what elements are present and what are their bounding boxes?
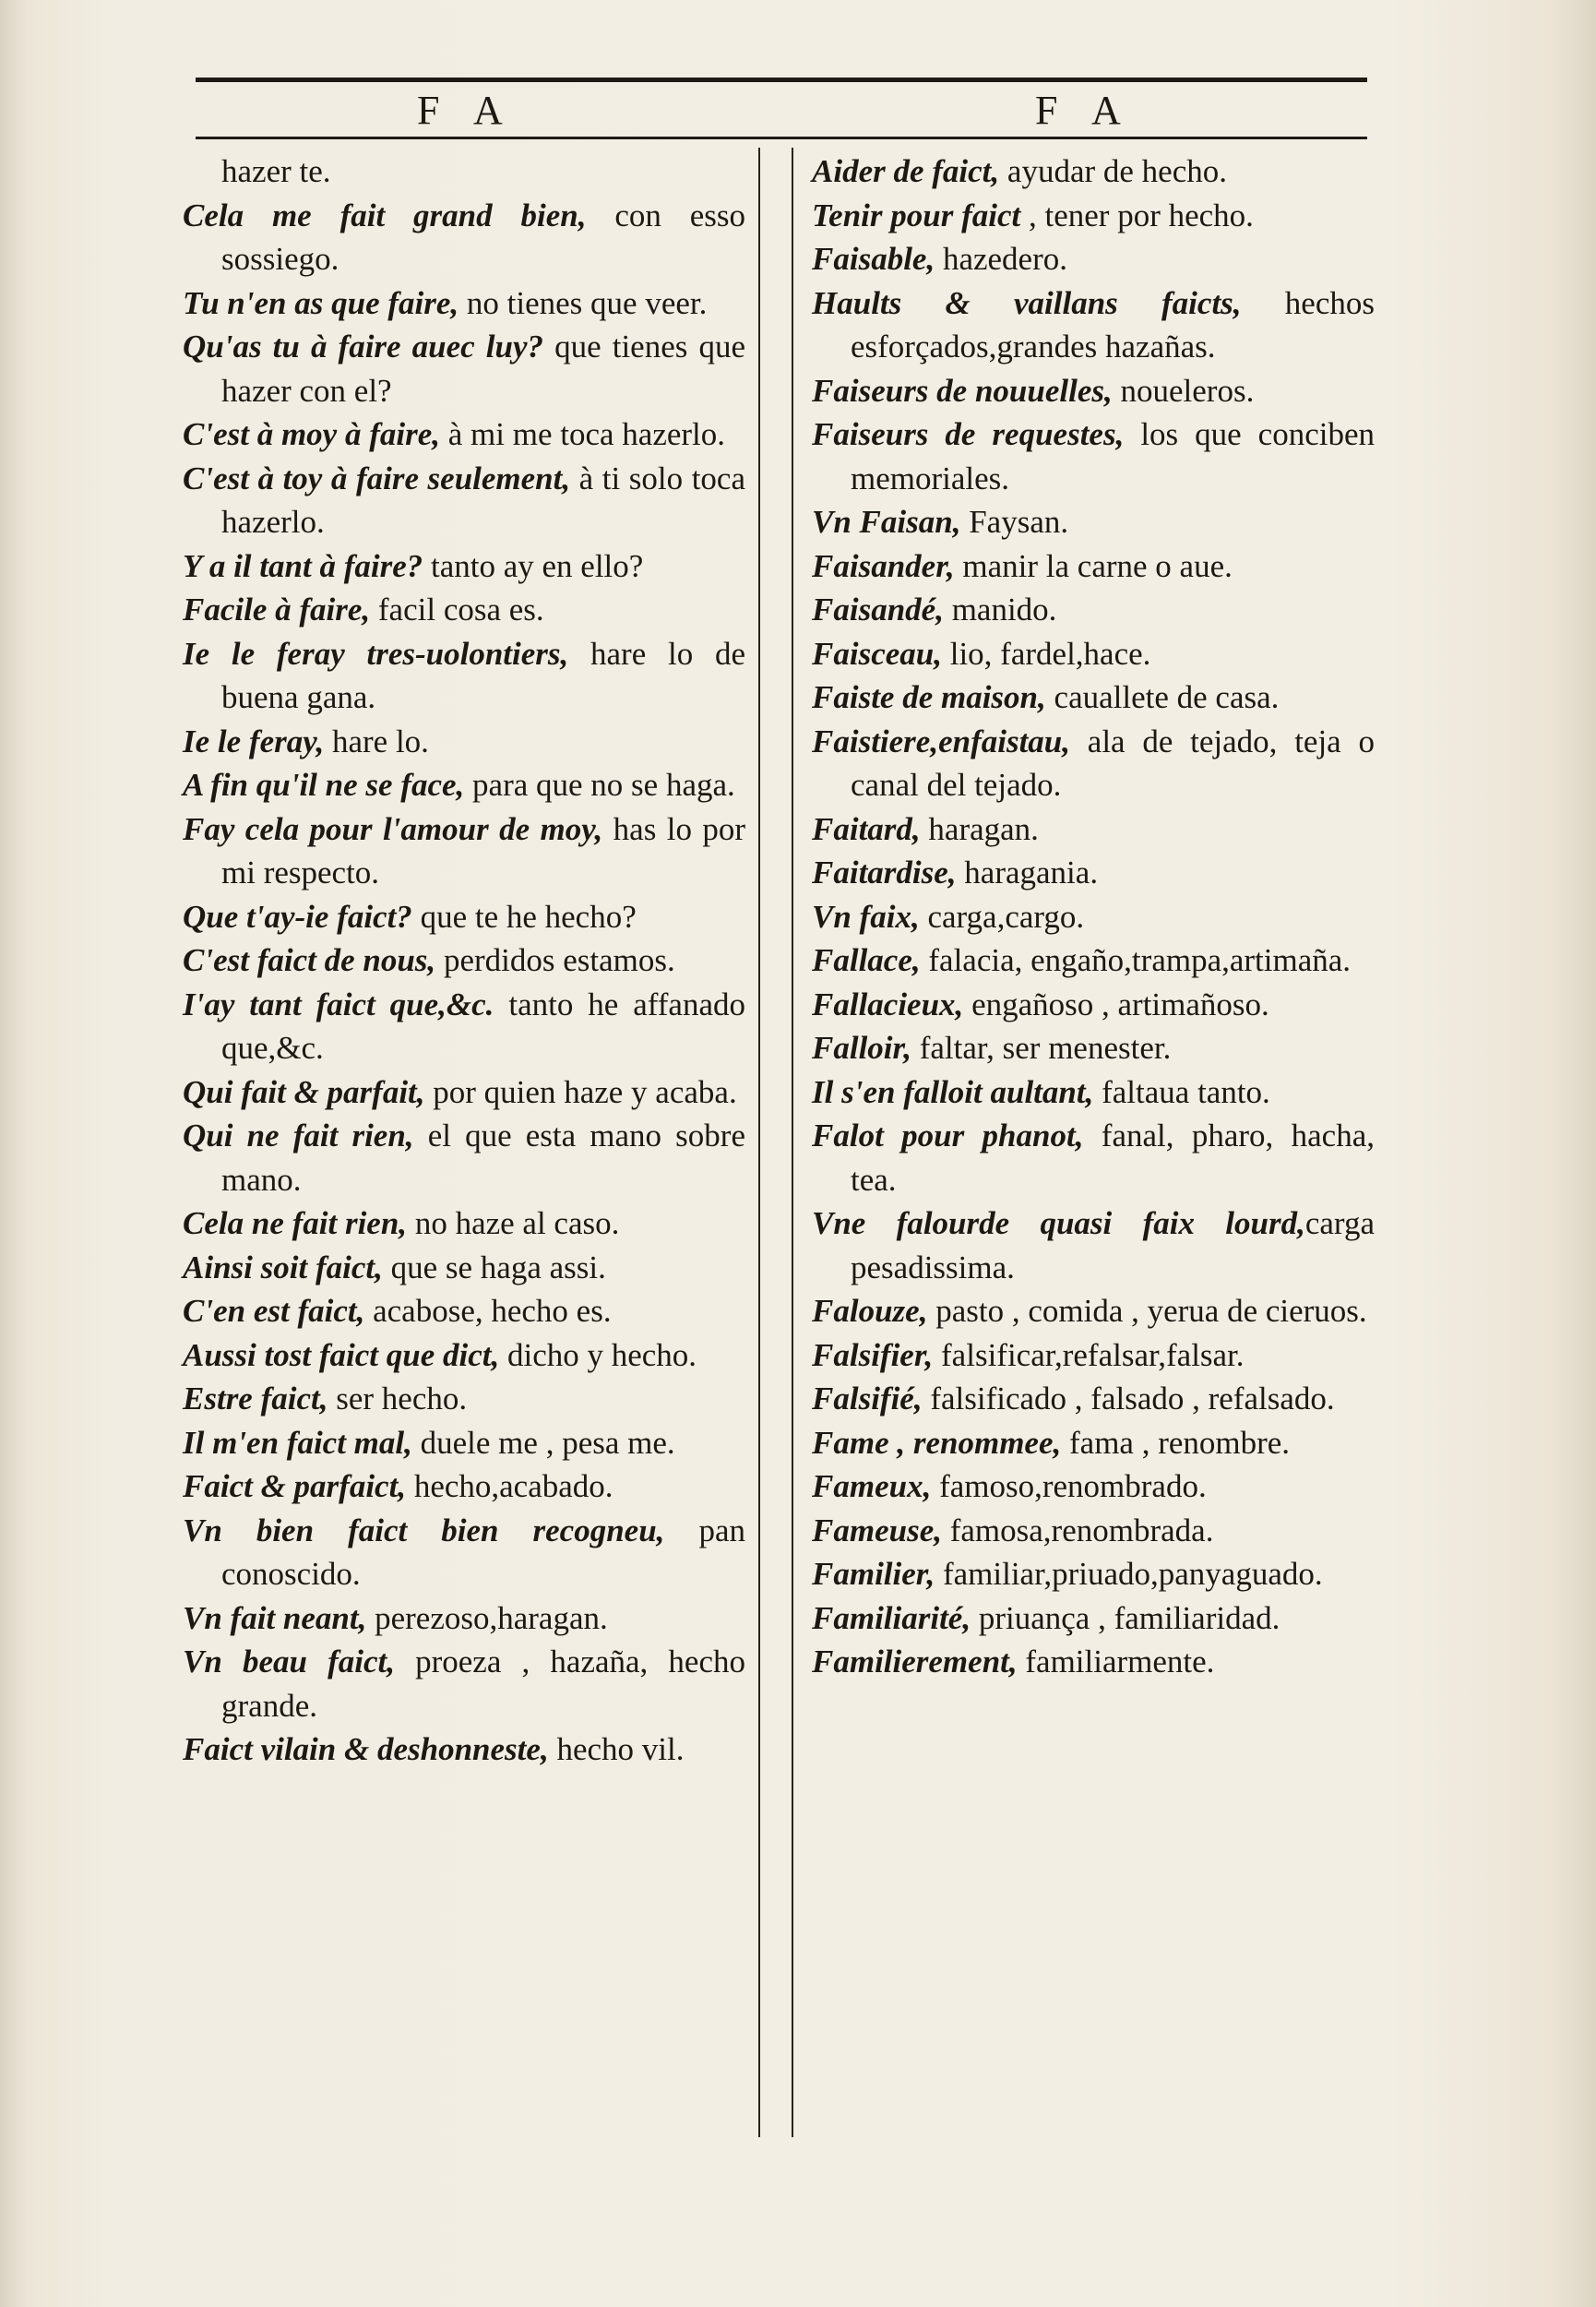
french-headword: Vn fait neant, (183, 1599, 367, 1636)
dictionary-entry (183, 1596, 745, 1641)
spanish-gloss: manir la carne o aue. (954, 547, 1233, 584)
spanish-gloss: acabose, hecho es. (364, 1293, 612, 1329)
spanish-gloss: Faysan. (960, 504, 1069, 540)
spanish-gloss: pasto , comida , yerua de cieruos. (927, 1293, 1367, 1329)
dictionary-entry (183, 1114, 745, 1201)
spanish-gloss: hecho,acabado. (406, 1468, 613, 1504)
french-headword: Faict vilain & deshonneste, (183, 1731, 549, 1767)
dictionary-entry (183, 457, 745, 544)
dictionary-entry (812, 807, 1375, 852)
french-headword: Falot pour phanot, (812, 1118, 1084, 1154)
spanish-gloss: faltar, ser menester. (911, 1030, 1172, 1066)
french-headword: Vn faix, (812, 898, 920, 935)
spanish-gloss: con esso sossiego. (221, 197, 745, 277)
french-headword: Falouze, (812, 1293, 928, 1329)
left-column (183, 149, 745, 1772)
french-headword: Faict & parfaict, (183, 1468, 407, 1504)
french-headword: Falsifié, (812, 1381, 923, 1416)
dictionary-entry (183, 720, 745, 764)
french-headword: Vn bien faict bien recogneu, (183, 1512, 665, 1548)
dictionary-entry (183, 1289, 745, 1333)
spanish-gloss: haragan. (920, 810, 1039, 847)
french-headword: Faiste de maison, (812, 679, 1046, 715)
french-headword: C'est faict de nous, (183, 942, 436, 978)
dictionary-entry (812, 1596, 1375, 1641)
spanish-gloss: ala de tejado, teja o canal del tejado. (851, 723, 1375, 803)
spanish-gloss: carga,cargo. (919, 898, 1085, 935)
french-headword: Aussi tost faict que dict, (183, 1336, 500, 1373)
spanish-gloss: el que esta mano sobre mano. (221, 1118, 745, 1198)
spanish-gloss: lio, fardel,hace. (941, 635, 1151, 672)
spanish-gloss: los que conciben memoriales. (851, 416, 1375, 496)
dictionary-entry (812, 1114, 1375, 1201)
french-headword: Ie le feray tres-uolontiers, (183, 635, 569, 672)
french-headword: Familierement, (812, 1644, 1018, 1679)
spanish-gloss: dicho y hecho. (499, 1336, 697, 1373)
spanish-gloss: familiar,priuado,panyaguado. (935, 1556, 1323, 1592)
spanish-gloss: , tener por hecho. (1020, 197, 1254, 233)
spanish-gloss: cauallete de casa. (1045, 679, 1280, 715)
dictionary-entry (812, 938, 1375, 983)
dictionary-entry (183, 281, 745, 326)
dictionary-entry (812, 412, 1375, 500)
dictionary-entry (812, 1421, 1375, 1465)
dictionary-entry (812, 983, 1375, 1027)
spanish-gloss: ser hecho. (328, 1381, 468, 1416)
french-headword: C'est à toy à faire seulement, (183, 460, 571, 496)
dictionary-entry (812, 194, 1375, 238)
french-headword: Fallacieux, (812, 986, 964, 1022)
spanish-gloss: que te he hecho? (411, 898, 637, 935)
french-headword: Tu n'en as que faire, (183, 284, 459, 321)
spanish-gloss: falacia, engaño,trampa,artimaña. (920, 942, 1352, 978)
dictionary-entry (812, 237, 1375, 281)
spanish-gloss: falsificado , falsado , refalsado. (922, 1381, 1335, 1416)
dictionary-entry (183, 194, 745, 281)
dictionary-entry (183, 983, 745, 1070)
spanish-gloss: à ti solo toca hazerlo. (221, 460, 745, 540)
spanish-gloss: perezoso,haragan. (366, 1599, 608, 1636)
spanish-gloss: no haze al caso. (407, 1205, 620, 1241)
column-divider (792, 148, 793, 2137)
french-headword: Vn beau faict, (183, 1644, 395, 1679)
french-headword: Fame , renommee, (812, 1424, 1062, 1461)
dictionary-entry (183, 588, 745, 632)
french-headword: Faitardise, (812, 855, 957, 891)
dictionary-entry (812, 1201, 1375, 1289)
dictionary-entry (183, 1333, 745, 1378)
french-headword: C'est à moy à faire, (183, 416, 440, 452)
spanish-gloss: carga pesadissima. (851, 1205, 1375, 1285)
spanish-gloss: ayudar de hecho. (999, 153, 1227, 189)
spanish-gloss: famoso,renombrado. (931, 1468, 1207, 1504)
spanish-gloss: duele me , pesa me. (411, 1424, 675, 1461)
dictionary-entry (183, 1640, 745, 1727)
spanish-gloss: hazer te. (221, 153, 331, 189)
spanish-gloss: hecho vil. (548, 1731, 685, 1767)
french-headword: C'en est faict, (183, 1293, 365, 1329)
french-headword: Faisander, (812, 547, 955, 584)
dictionary-entry (812, 544, 1375, 589)
french-headword: Facile à faire, (183, 592, 371, 628)
dictionary-entry (812, 1640, 1375, 1684)
spanish-gloss: priuança , familiaridad. (971, 1599, 1280, 1636)
french-headword: Tenir pour faict (812, 197, 1021, 233)
dictionary-entry (183, 544, 745, 589)
french-headword: Qui fait & parfait, (183, 1073, 425, 1110)
french-headword: I'ay tant faict que,&c. (183, 986, 494, 1022)
french-headword: Cela ne fait rien, (183, 1205, 408, 1241)
spanish-gloss: engañoso , artimañoso. (963, 986, 1269, 1022)
spanish-gloss: tanto he affanado que,&c. (221, 986, 745, 1066)
spanish-gloss: que tienes que hazer con el? (221, 329, 745, 409)
dictionary-entry (812, 1509, 1375, 1553)
french-headword: Fallace, (812, 942, 921, 978)
dictionary-entry (183, 1246, 745, 1290)
french-headword: Qu'as tu à faire auec luy? (183, 329, 544, 365)
spanish-gloss: hare lo. (324, 723, 429, 759)
spanish-gloss: hechos esforçados,grandes hazañas. (851, 284, 1375, 365)
header-rule-bottom (196, 137, 1367, 139)
french-headword: Familiarité, (812, 1599, 971, 1636)
spanish-gloss: hazedero. (935, 241, 1067, 277)
dictionary-entry (812, 1464, 1375, 1509)
french-headword: Estre faict, (183, 1381, 328, 1416)
spanish-gloss: tanto ay en ello? (423, 547, 644, 584)
running-head-left: F A (417, 88, 516, 133)
dictionary-entry (183, 938, 745, 983)
dictionary-entry (183, 412, 745, 457)
french-headword: Que t'ay-ie faict? (183, 898, 412, 935)
dictionary-entry (183, 895, 745, 939)
dictionary-entry (812, 369, 1375, 413)
french-headword: Faistiere,enfaistau, (812, 723, 1071, 759)
french-headword: Faitard, (812, 810, 921, 847)
spanish-gloss: manido. (943, 592, 1057, 628)
dictionary-entry (812, 281, 1375, 369)
spanish-gloss: faltaua tanto. (1093, 1073, 1270, 1110)
french-headword: Ainsi soit faict, (183, 1249, 383, 1285)
french-headword: Faiseurs de requestes, (812, 416, 1125, 452)
french-headword: Il s'en falloit aultant, (812, 1073, 1094, 1110)
french-headword: Faisceau, (812, 635, 942, 672)
dictionary-entry (183, 1070, 745, 1115)
french-headword: A fin qu'il ne se face, (183, 767, 465, 803)
spanish-gloss: à mi me toca hazerlo. (440, 416, 726, 452)
spanish-gloss: no tienes que veer. (459, 284, 708, 321)
french-headword: Faiseurs de nouuelles, (812, 372, 1113, 409)
dictionary-entry (183, 1421, 745, 1465)
dictionary-entry (183, 325, 745, 412)
dictionary-entry (812, 895, 1375, 939)
dictionary-entry (812, 588, 1375, 632)
spanish-gloss: facil cosa es. (370, 592, 544, 628)
spanish-gloss: perdidos estamos. (435, 942, 675, 978)
dictionary-entry (812, 149, 1375, 194)
french-headword: Faisandé, (812, 592, 944, 628)
french-headword: Qui ne fait rien, (183, 1118, 414, 1154)
spanish-gloss: familiarmente. (1017, 1644, 1215, 1679)
spanish-gloss: por quien haze y acaba. (424, 1073, 737, 1110)
spanish-gloss: falsificar,refalsar,falsar. (933, 1336, 1245, 1373)
dictionary-entry (812, 632, 1375, 676)
french-headword: Aider de faict, (812, 153, 1000, 189)
column-divider (758, 148, 760, 2137)
dictionary-entry (812, 500, 1375, 544)
spanish-gloss: haragania. (956, 855, 1099, 891)
header-rule-top (196, 78, 1367, 82)
french-headword: Ie le feray, (183, 723, 325, 759)
dictionary-entry (812, 675, 1375, 720)
right-column (812, 149, 1375, 1684)
dictionary-entry (183, 807, 745, 895)
spanish-gloss: fanal, pharo, hacha, tea. (851, 1118, 1375, 1198)
spanish-gloss: pan conoscido. (221, 1512, 745, 1592)
french-headword: Cela me fait grand bien, (183, 197, 587, 233)
french-headword: Fay cela pour l'amour de moy, (183, 810, 603, 847)
running-head-right: F A (1035, 88, 1134, 133)
dictionary-entry (183, 632, 745, 720)
french-headword: Fameux, (812, 1468, 932, 1504)
french-headword: Faisable, (812, 241, 935, 277)
dictionary-entry (183, 1509, 745, 1596)
french-headword: Il m'en faict mal, (183, 1424, 412, 1461)
dictionary-entry (183, 1727, 745, 1772)
french-headword: Familier, (812, 1556, 935, 1592)
dictionary-entry (812, 720, 1375, 807)
spanish-gloss: famosa,renombrada. (941, 1512, 1214, 1548)
dictionary-entry (183, 1377, 745, 1421)
spanish-gloss: fama , renombre. (1061, 1424, 1291, 1461)
spanish-gloss: para que no se haga. (464, 767, 735, 803)
dictionary-entry (812, 851, 1375, 895)
dictionary-entry (812, 1552, 1375, 1596)
french-headword: Haults & vaillans faicts, (812, 284, 1242, 321)
dictionary-entry (183, 149, 745, 194)
french-headword: Falsifier, (812, 1336, 934, 1373)
french-headword: Y a il tant à faire? (183, 547, 423, 584)
spanish-gloss: has lo por mi respecto. (221, 810, 745, 891)
dictionary-entry (183, 763, 745, 807)
spanish-gloss: proeza , hazaña, hecho grande. (221, 1644, 746, 1724)
spanish-gloss: que se haga assi. (382, 1249, 606, 1285)
french-headword: Vn Faisan, (812, 504, 961, 540)
dictionary-entry (812, 1333, 1375, 1378)
dictionary-entry (183, 1201, 745, 1246)
dictionary-entry (812, 1026, 1375, 1070)
french-headword: Fameuse, (812, 1512, 942, 1548)
dictionary-entry (183, 1464, 745, 1509)
spanish-gloss: noueleros. (1112, 372, 1255, 409)
french-headword: Vne falourde quasi faix lourd, (812, 1205, 1305, 1241)
spanish-gloss: hare lo de buena gana. (221, 635, 745, 715)
dictionary-entry (812, 1289, 1375, 1333)
dictionary-entry (812, 1070, 1375, 1115)
french-headword: Falloir, (812, 1030, 911, 1066)
dictionary-entry (812, 1377, 1375, 1421)
